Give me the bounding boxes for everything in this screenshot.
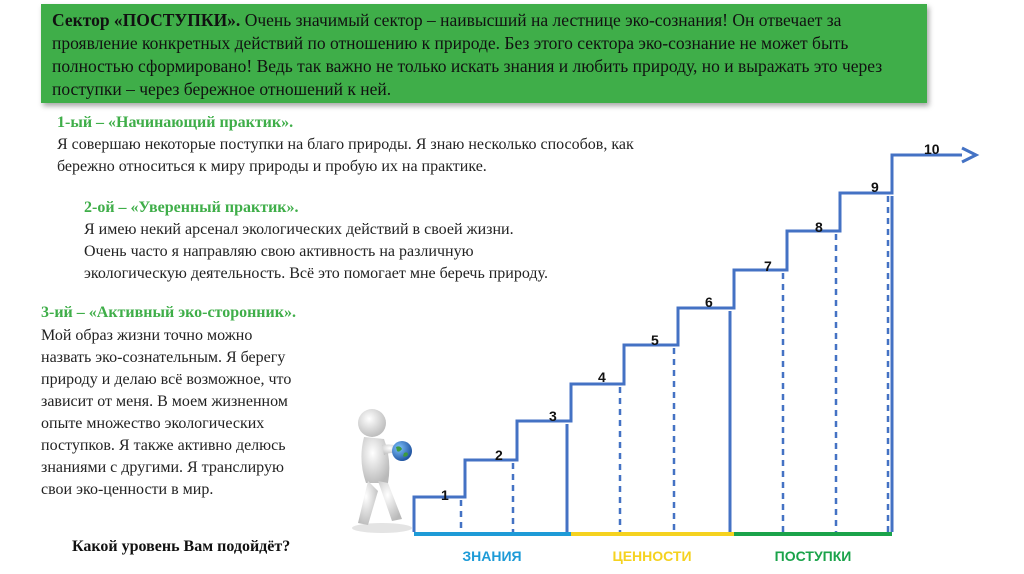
text-line: свои эко-ценности в мир.	[41, 481, 214, 498]
text-line: опыте множество экологических	[41, 415, 265, 432]
text-line: Я имею некий арсенал экологических действий в своей жизни.	[84, 221, 514, 238]
step-label: 4	[598, 369, 606, 385]
text-line: бережно относиться к миру природы и пробую их на практике.	[57, 158, 487, 175]
stair-lines	[414, 148, 976, 532]
step-label: 5	[651, 332, 659, 348]
text-line: поступков. Я также активно делюсь	[41, 437, 286, 454]
step-label: 7	[764, 258, 772, 274]
level-3-title: 3-ий – «Активный эко-сторонник».	[41, 304, 296, 321]
level-1-title: 1-ый – «Начинающий практик».	[57, 114, 294, 131]
step-label: 1	[441, 487, 449, 503]
text-line: знаниями с другими. Я транслирую	[41, 459, 284, 476]
text-line: Очень часто я направляю свою активность на различную	[84, 243, 474, 260]
section-label-znaniya: ЗНАНИЯ	[462, 548, 522, 564]
section-label-tsennosti: ЦЕННОСТИ	[612, 548, 692, 564]
step-label: 3	[549, 408, 557, 424]
level-2-title: 2-ой – «Уверенный практик».	[84, 199, 299, 216]
text-line: природу и делаю всё возможное, что	[41, 371, 292, 388]
stair-outline	[414, 155, 962, 532]
text-line: назвать эко-сознательным. Я берегу	[41, 349, 286, 366]
question-text: Какой уровень Вам подойдёт?	[72, 538, 291, 555]
step-label: 8	[815, 219, 823, 235]
text-line: экологическую деятельность. Всё это помогает мне беречь природу.	[84, 265, 548, 282]
text-line: Мой образ жизни точно можно	[41, 327, 253, 344]
text-line: Я совершаю некоторые поступки на благо природы. Я знаю несколько способов, как	[57, 136, 634, 153]
step-label: 10	[924, 141, 940, 157]
text-line: зависит от меня. В моем жизненном	[41, 393, 288, 410]
step-label: 9	[871, 179, 879, 195]
section-label-postupki: ПОСТУПКИ	[774, 548, 852, 564]
banner-title: Сектор «ПОСТУПКИ».	[52, 10, 241, 30]
banner-description: Очень значимый сектор – наивысший на лестнице эко-сознания! Он отвечает за проявление конкретных действий по отношению к природе. Без этого сектора эко-сознание не может быть полностью сформировано! Ведь так важно не только искать знания и любить природу, но и выражать это через поступки – через бережное отношений к ней.	[52, 10, 883, 99]
step-label: 6	[705, 294, 713, 310]
arrow-head-icon	[962, 148, 976, 162]
step-label: 2	[495, 447, 503, 463]
